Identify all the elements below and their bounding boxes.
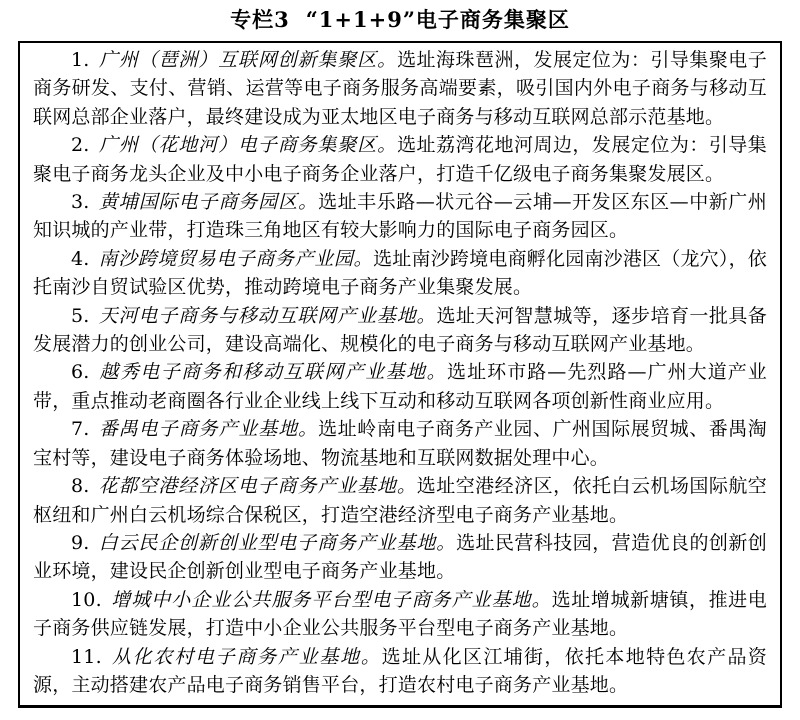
item-lead: 黄埔国际电子商务园区。: [98, 191, 319, 214]
item-number: 2.: [71, 134, 90, 157]
item-number: 6.: [71, 361, 90, 384]
item-lead: 天河电子商务与移动互联网产业基地。: [98, 304, 437, 327]
item-body: 选址空港经济区，依托白云机场国际航空枢纽和广州白云机场综合保税区，打造空港经济型电子商务产业基地。: [33, 475, 767, 526]
bordered-panel: [18, 41, 782, 708]
page-title: [0, 0, 800, 38]
item-lead: 花都空港经济区电子商务产业基地。: [98, 475, 417, 498]
list-item: [33, 46, 767, 131]
item-number: 4.: [71, 247, 90, 270]
item-number: 9.: [71, 531, 90, 554]
list-item: [33, 358, 767, 415]
item-body: 选址民营科技园，营造优良的创新创业环境，建设民企创新创业型电子商务产业基地。: [33, 531, 767, 583]
item-lead: 越秀电子商务和移动互联网产业基地。: [98, 361, 448, 384]
list-item: [33, 586, 767, 643]
item-body: 选址天河智慧城等，逐步培育一批具备发展潜力的创业公司，建设高端化、规模化的电子商务与移动互联网产业基地。: [33, 304, 768, 356]
column-label: 专栏3: [230, 7, 290, 32]
item-body: 选址丰乐路—状元谷—云埔—开发区东区—中新广州知识城的产业带，打造珠三角地区有较大影响力的国际电子商务园区。: [33, 191, 767, 242]
item-body: 选址南沙跨境电商孵化园南沙港区（龙穴），依托南沙自贸试验区优势，推动跨境电子商务产业集聚发展。: [33, 247, 768, 299]
list-item: [33, 415, 767, 472]
item-body: 选址岭南电子商务产业园、广州国际展贸城、番禺淘宝村等，建设电子商务体验场地、物流基地和互联网数据处理中心。: [33, 418, 767, 469]
item-number: 3.: [71, 191, 90, 214]
item-lead: 广州（花地河）电子商务集聚区。: [98, 134, 398, 157]
item-number: 7.: [71, 418, 90, 441]
list-item: [33, 131, 767, 188]
list-item: [33, 643, 767, 700]
item-number: 8.: [71, 475, 90, 498]
item-number: 11.: [71, 645, 102, 668]
item-lead: 番禺电子商务产业基地。: [98, 418, 319, 441]
item-body: 选址海珠琶洲，发展定位为：引导集聚电子商务研发、支付、营销、运营等电子商务服务高端要素，吸引国内外电子商务与移动互联网总部企业落户，最终建设成为亚太地区电子商务与移动互联网总部示范基地。: [33, 49, 767, 128]
list-item: [33, 472, 767, 529]
list-item: [33, 245, 767, 302]
item-body: 选址环市路—先烈路—广州大道产业带，重点推动老商圈各行业企业线上线下互动和移动互联网各项创新性商业应用。: [33, 361, 768, 412]
list-item: [33, 188, 767, 245]
list-item: [33, 302, 767, 359]
item-lead: 从化农村电子商务产业基地。: [110, 645, 382, 668]
item-lead: 南沙跨境贸易电子商务产业园。: [98, 247, 374, 270]
item-body: 选址增城新塘镇，推进电子商务供应链发展，打造中小企业公共服务平台型电子商务产业基地。: [33, 588, 767, 640]
item-lead: 广州（琶洲）互联网创新集聚区。: [98, 49, 398, 71]
column-title: “1+1+9”电子商务集聚区: [305, 7, 570, 32]
list-item: [33, 529, 767, 586]
item-lead: 白云民企创新创业型电子商务产业基地。: [98, 531, 457, 554]
item-body: 选址荔湾花地河周边，发展定位为：引导集聚电子商务龙头企业及中小电子商务企业落户，打造千亿级电子商务集聚发展区。: [33, 134, 767, 185]
item-lead: 增城中小企业公共服务平台型电子商务产业基地。: [110, 588, 552, 611]
item-number: 10.: [71, 588, 102, 611]
item-number: 1.: [71, 49, 90, 71]
item-number: 5.: [71, 304, 90, 327]
item-body: 选址从化区江埔街，依托本地特色农产品资源，主动搭建农产品电子商务销售平台，打造农村电子商务产业基地。: [33, 645, 767, 696]
